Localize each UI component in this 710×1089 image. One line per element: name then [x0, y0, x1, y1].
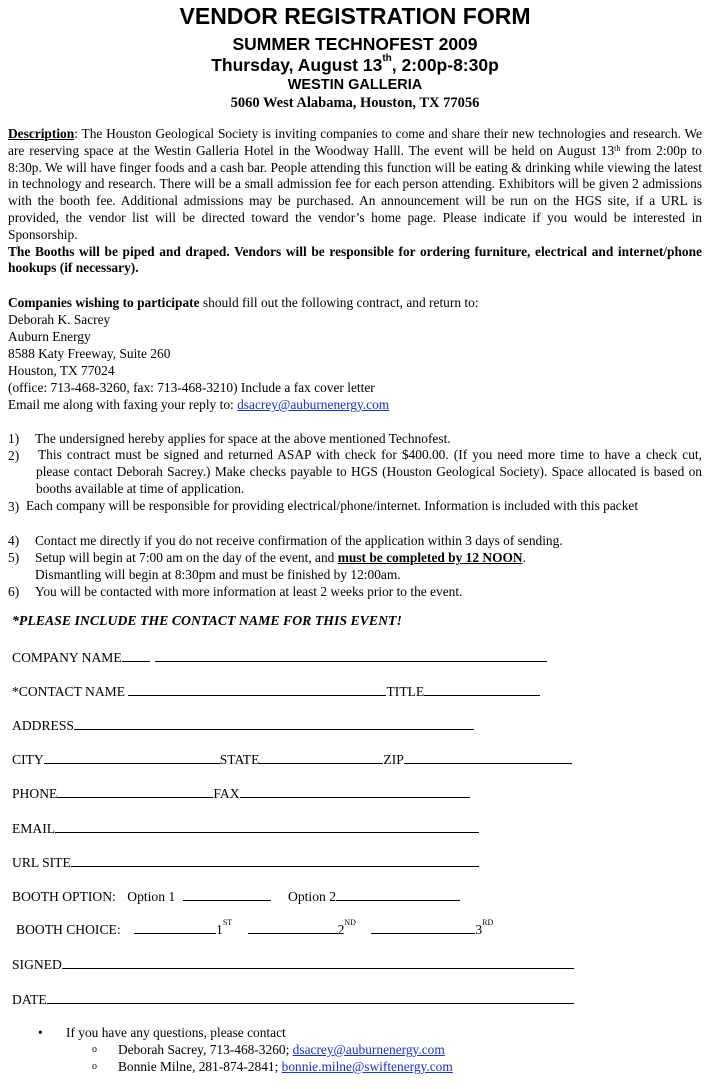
- contact-lead: [8, 294, 479, 311]
- term-4-text: Contact me directly if you do not receive confirmation of the application within 3 days of sending.: [35, 533, 563, 548]
- choice-1-sup: ST: [222, 918, 233, 927]
- footer-contact-2: [118, 1058, 453, 1075]
- company-name-blank-short[interactable]: [122, 648, 150, 662]
- contact-lead-bold: Companies wishing to participate: [8, 295, 200, 310]
- form-title: VENDOR REGISTRATION FORM: [179, 3, 531, 29]
- questions-text: If you have any questions, please contact: [66, 1025, 286, 1040]
- fax-label: FAX: [213, 786, 240, 801]
- term-3-text: Each company will be responsible for providing electrical/phone/internet. Information is included with this packet: [26, 498, 639, 513]
- event-date-sup: th: [382, 53, 392, 64]
- term-1-text: The undersigned hereby applies for space at the above mentioned Technofest.: [35, 431, 451, 446]
- contact-city: Houston, TX 77024: [8, 363, 115, 378]
- booth-note: The Booths will be piped and draped. Vendors will be responsible for ordering furniture, electrical and internet/phone hookups (if necessary).: [8, 243, 702, 276]
- term-3-number: 3): [8, 499, 20, 514]
- term-6-number: 6): [8, 584, 20, 599]
- term-2-text: This contract must be signed and returned ASAP with check for $400.00. (If you need more time to have a check cut, please contact Deborah Sacrey.) Make checks payable to HGS (Houston Geological Society). Space allocated is based on booths available at time of application.: [36, 447, 702, 496]
- term-6: [8, 583, 462, 600]
- company-name-row: [12, 648, 547, 666]
- email-label: EMAIL: [12, 821, 56, 836]
- date-field[interactable]: [47, 990, 574, 1004]
- contact-lead-rest: should fill out the following contract, and return to:: [199, 295, 479, 310]
- footer-contact-1-text: Deborah Sacrey, 713-468-3260;: [118, 1042, 293, 1057]
- title-field[interactable]: [424, 682, 540, 696]
- signed-label: SIGNED: [12, 957, 62, 972]
- contact-1-bullet: o: [92, 1044, 97, 1055]
- contact-email-link[interactable]: dsacrey@auburnenergy.com: [237, 397, 390, 412]
- booth-option-label: BOOTH OPTION:: [12, 889, 116, 904]
- contact-email-line: [8, 396, 389, 413]
- event-address: 5060 West Alabama, Houston, TX 77056: [230, 95, 480, 111]
- date-row: [12, 990, 574, 1008]
- address-row: [12, 716, 474, 734]
- zip-field[interactable]: [404, 750, 572, 764]
- event-venue: WESTIN GALLERIA: [287, 77, 423, 93]
- phone-label: PHONE: [12, 786, 58, 801]
- contact-2-bullet: o: [92, 1061, 97, 1072]
- term-6-text: You will be contacted with more information at least 2 weeks prior to the event.: [35, 584, 463, 599]
- signed-field[interactable]: [62, 955, 574, 969]
- date-label: DATE: [12, 992, 47, 1007]
- booth-option-row: [12, 887, 460, 905]
- choice-2-sup: ND: [344, 918, 356, 927]
- term-5-dismantle: Dismantling will begin at 8:30pm and must be finished by 12:00am.: [35, 567, 401, 582]
- term-5-number: 5): [8, 550, 20, 565]
- event-date: [0, 55, 710, 76]
- term-5-period: .: [522, 550, 526, 565]
- url-row: [12, 853, 479, 871]
- email-row: [12, 819, 479, 837]
- signed-row: [12, 955, 574, 973]
- state-label: STATE: [219, 752, 260, 767]
- option-1-field[interactable]: [183, 887, 271, 901]
- term-5-deadline: must be completed by 12 NOON: [337, 550, 523, 565]
- booth-choice-row: [16, 920, 493, 938]
- address-field[interactable]: [74, 716, 474, 730]
- contact-company: Auburn Energy: [8, 329, 91, 344]
- choice-3-field[interactable]: [371, 920, 475, 934]
- company-name-label: COMPANY NAME: [12, 650, 122, 665]
- choice-1-field[interactable]: [134, 920, 216, 934]
- contact-name-row: [12, 682, 540, 700]
- url-label: URL SITE: [12, 855, 71, 870]
- term-5: [8, 549, 526, 566]
- address-label: ADDRESS: [12, 718, 74, 733]
- description-text-2: from 2:00p to 8:30p. We will have finger foods and a cash bar. People attending this function will be eating & drinking while viewing the latest in technology and research. There will be a small admission fee for each person attending. Exhibitors will be given 2 admissions with the booth fee. Additional admissions may be purchased. An announcement will be run on the HGS site, if a URL is provided, the vendor list will be directed toward the vendor’s home page. Please indicate if you would be interested in Sponsorship.: [8, 142, 702, 242]
- term-4: [8, 532, 563, 549]
- title-label: TITLE: [386, 684, 425, 699]
- description-paragraph: [8, 126, 702, 277]
- phone-field[interactable]: [57, 784, 213, 798]
- term-2-number: 2): [8, 448, 20, 463]
- term-1-number: 1): [8, 431, 20, 446]
- fax-field[interactable]: [240, 784, 470, 798]
- footer-contact-1: [118, 1041, 445, 1058]
- state-field[interactable]: [259, 750, 383, 764]
- choice-2-label: 2: [337, 922, 345, 937]
- choice-2-field[interactable]: [248, 920, 338, 934]
- contact-name-field[interactable]: [128, 682, 386, 696]
- contact-email-prefix: Email me along with faxing your reply to:: [8, 397, 238, 412]
- company-name-field[interactable]: [155, 648, 547, 662]
- choice-3-sup: RD: [482, 918, 494, 927]
- term-1: [8, 430, 451, 447]
- footer-contact-2-email[interactable]: bonnie.milne@swiftenergy.com: [281, 1059, 453, 1074]
- option-2-label: Option 2: [288, 889, 336, 904]
- city-label: CITY: [12, 752, 44, 767]
- footer-contact-2-text: Bonnie Milne, 281-874-2841;: [118, 1059, 282, 1074]
- url-field[interactable]: [71, 853, 479, 867]
- zip-label: ZIP: [383, 752, 404, 767]
- event-date-prefix: Thursday, August 13: [211, 55, 383, 75]
- booth-choice-label: BOOTH CHOICE:: [16, 922, 121, 937]
- term-5-text: Setup will begin at 7:00 am on the day of the event, and: [35, 550, 338, 565]
- city-state-zip-row: [12, 750, 572, 768]
- option-1-label: Option 1: [127, 889, 176, 904]
- phone-fax-row: [12, 784, 470, 802]
- contact-name-label: *CONTACT NAME: [12, 684, 126, 699]
- questions-bullet: •: [38, 1025, 43, 1040]
- contact-name: Deborah K. Sacrey: [8, 312, 111, 327]
- event-date-suffix: , 2:00p-8:30p: [391, 55, 499, 75]
- description-sup: th: [614, 143, 621, 153]
- description-text-1: : The Houston Geological Society is inviting companies to come and share their new technologies and research. We are reserving space at the Westin Galleria Hotel in the Woodway Halll. The event will be held on August 13: [8, 126, 702, 158]
- email-field[interactable]: [55, 819, 479, 833]
- contact-street: 8588 Katy Freeway, Suite 260: [8, 346, 171, 361]
- footer-contact-1-email[interactable]: dsacrey@auburnenergy.com: [292, 1042, 445, 1057]
- city-field[interactable]: [44, 750, 220, 764]
- option-2-field[interactable]: [336, 887, 460, 901]
- term-4-number: 4): [8, 533, 20, 548]
- contact-name-note: *PLEASE INCLUDE THE CONTACT NAME FOR THIS EVENT!: [12, 613, 402, 628]
- contact-phone-fax: (office: 713-468-3260, fax: 713-468-3210) Include a fax cover letter: [8, 380, 375, 395]
- choice-3-label: 3: [475, 922, 483, 937]
- description-label: Description: [8, 126, 75, 141]
- event-name: SUMMER TECHNOFEST 2009: [232, 34, 478, 54]
- choice-1-label: 1: [216, 922, 223, 937]
